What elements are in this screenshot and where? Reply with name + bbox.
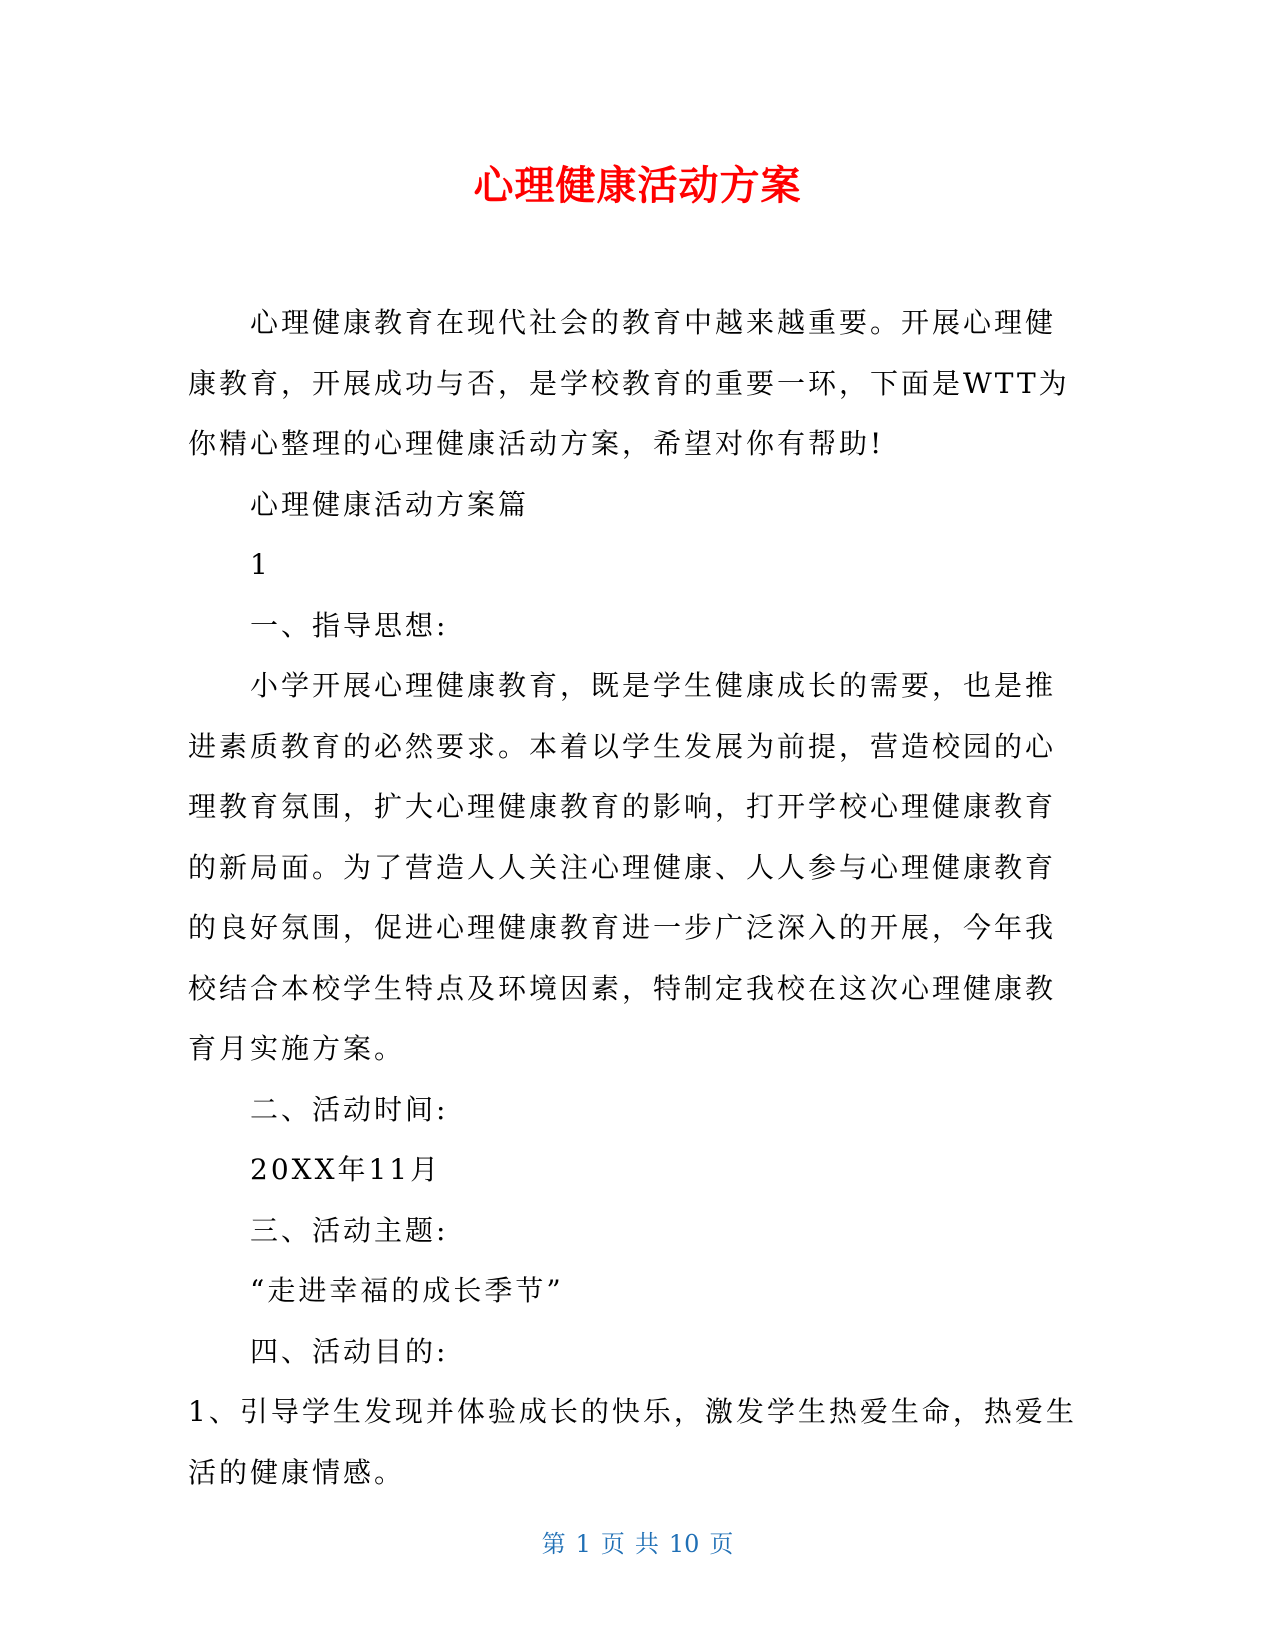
footer-page-word: 页 [600,1530,625,1558]
paragraph-activity-time: 20XX年11月 [250,1153,442,1186]
section-heading-activity-theme: 三、活动主题: [250,1213,449,1247]
section-heading-activity-time: 二、活动时间: [250,1092,449,1126]
paragraph-intro: 心理健康教育在现代社会的教育中越来越重要。开展心理健康教育，开展成功与否，是学校教育的重要一环，下面是WTT为你精心整理的心理健康活动方案，希望对你有帮助! [188,306,1070,460]
paragraph-activity-theme: “走进幸福的成长季节” [250,1274,564,1307]
section-heading-activity-purpose: 四、活动目的: [250,1334,449,1368]
footer-total-pages: 10 [668,1530,700,1558]
paragraph-plan-number: 1 [250,548,271,581]
section-heading-guiding-idea: 一、指导思想: [250,608,449,642]
paragraph-purpose-1: 1、引导学生发现并体验成长的快乐，激发学生热爱生命，热爱生活的健康情感。 [188,1395,1077,1489]
page-footer [0,1528,1275,1560]
footer-total-prefix: 共 [634,1530,659,1558]
footer-suffix: 页 [709,1530,734,1558]
paragraph-guiding-idea: 小学开展心理健康教育，既是学生健康成长的需要，也是推进素质教育的必然要求。本着以学生发展为前提，营造校园的心理教育氛围，扩大心理健康教育的影响，打开学校心理健康教育的新局面。为了营造人人关注心理健康、人人参与心理健康教育的良好氛围，促进心理健康教育进一步广泛深入的开展，今年我校结合本校学生特点及环境因素，特制定我校在这次心理健康教育月实施方案。 [188,669,1057,1065]
footer-current-page: 1 [575,1530,591,1558]
footer-prefix: 第 [541,1530,566,1558]
paragraph-plan-heading: 心理健康活动方案篇 [250,487,530,521]
document-body [188,293,1078,1503]
document-title: 心理健康活动方案 [473,163,802,209]
